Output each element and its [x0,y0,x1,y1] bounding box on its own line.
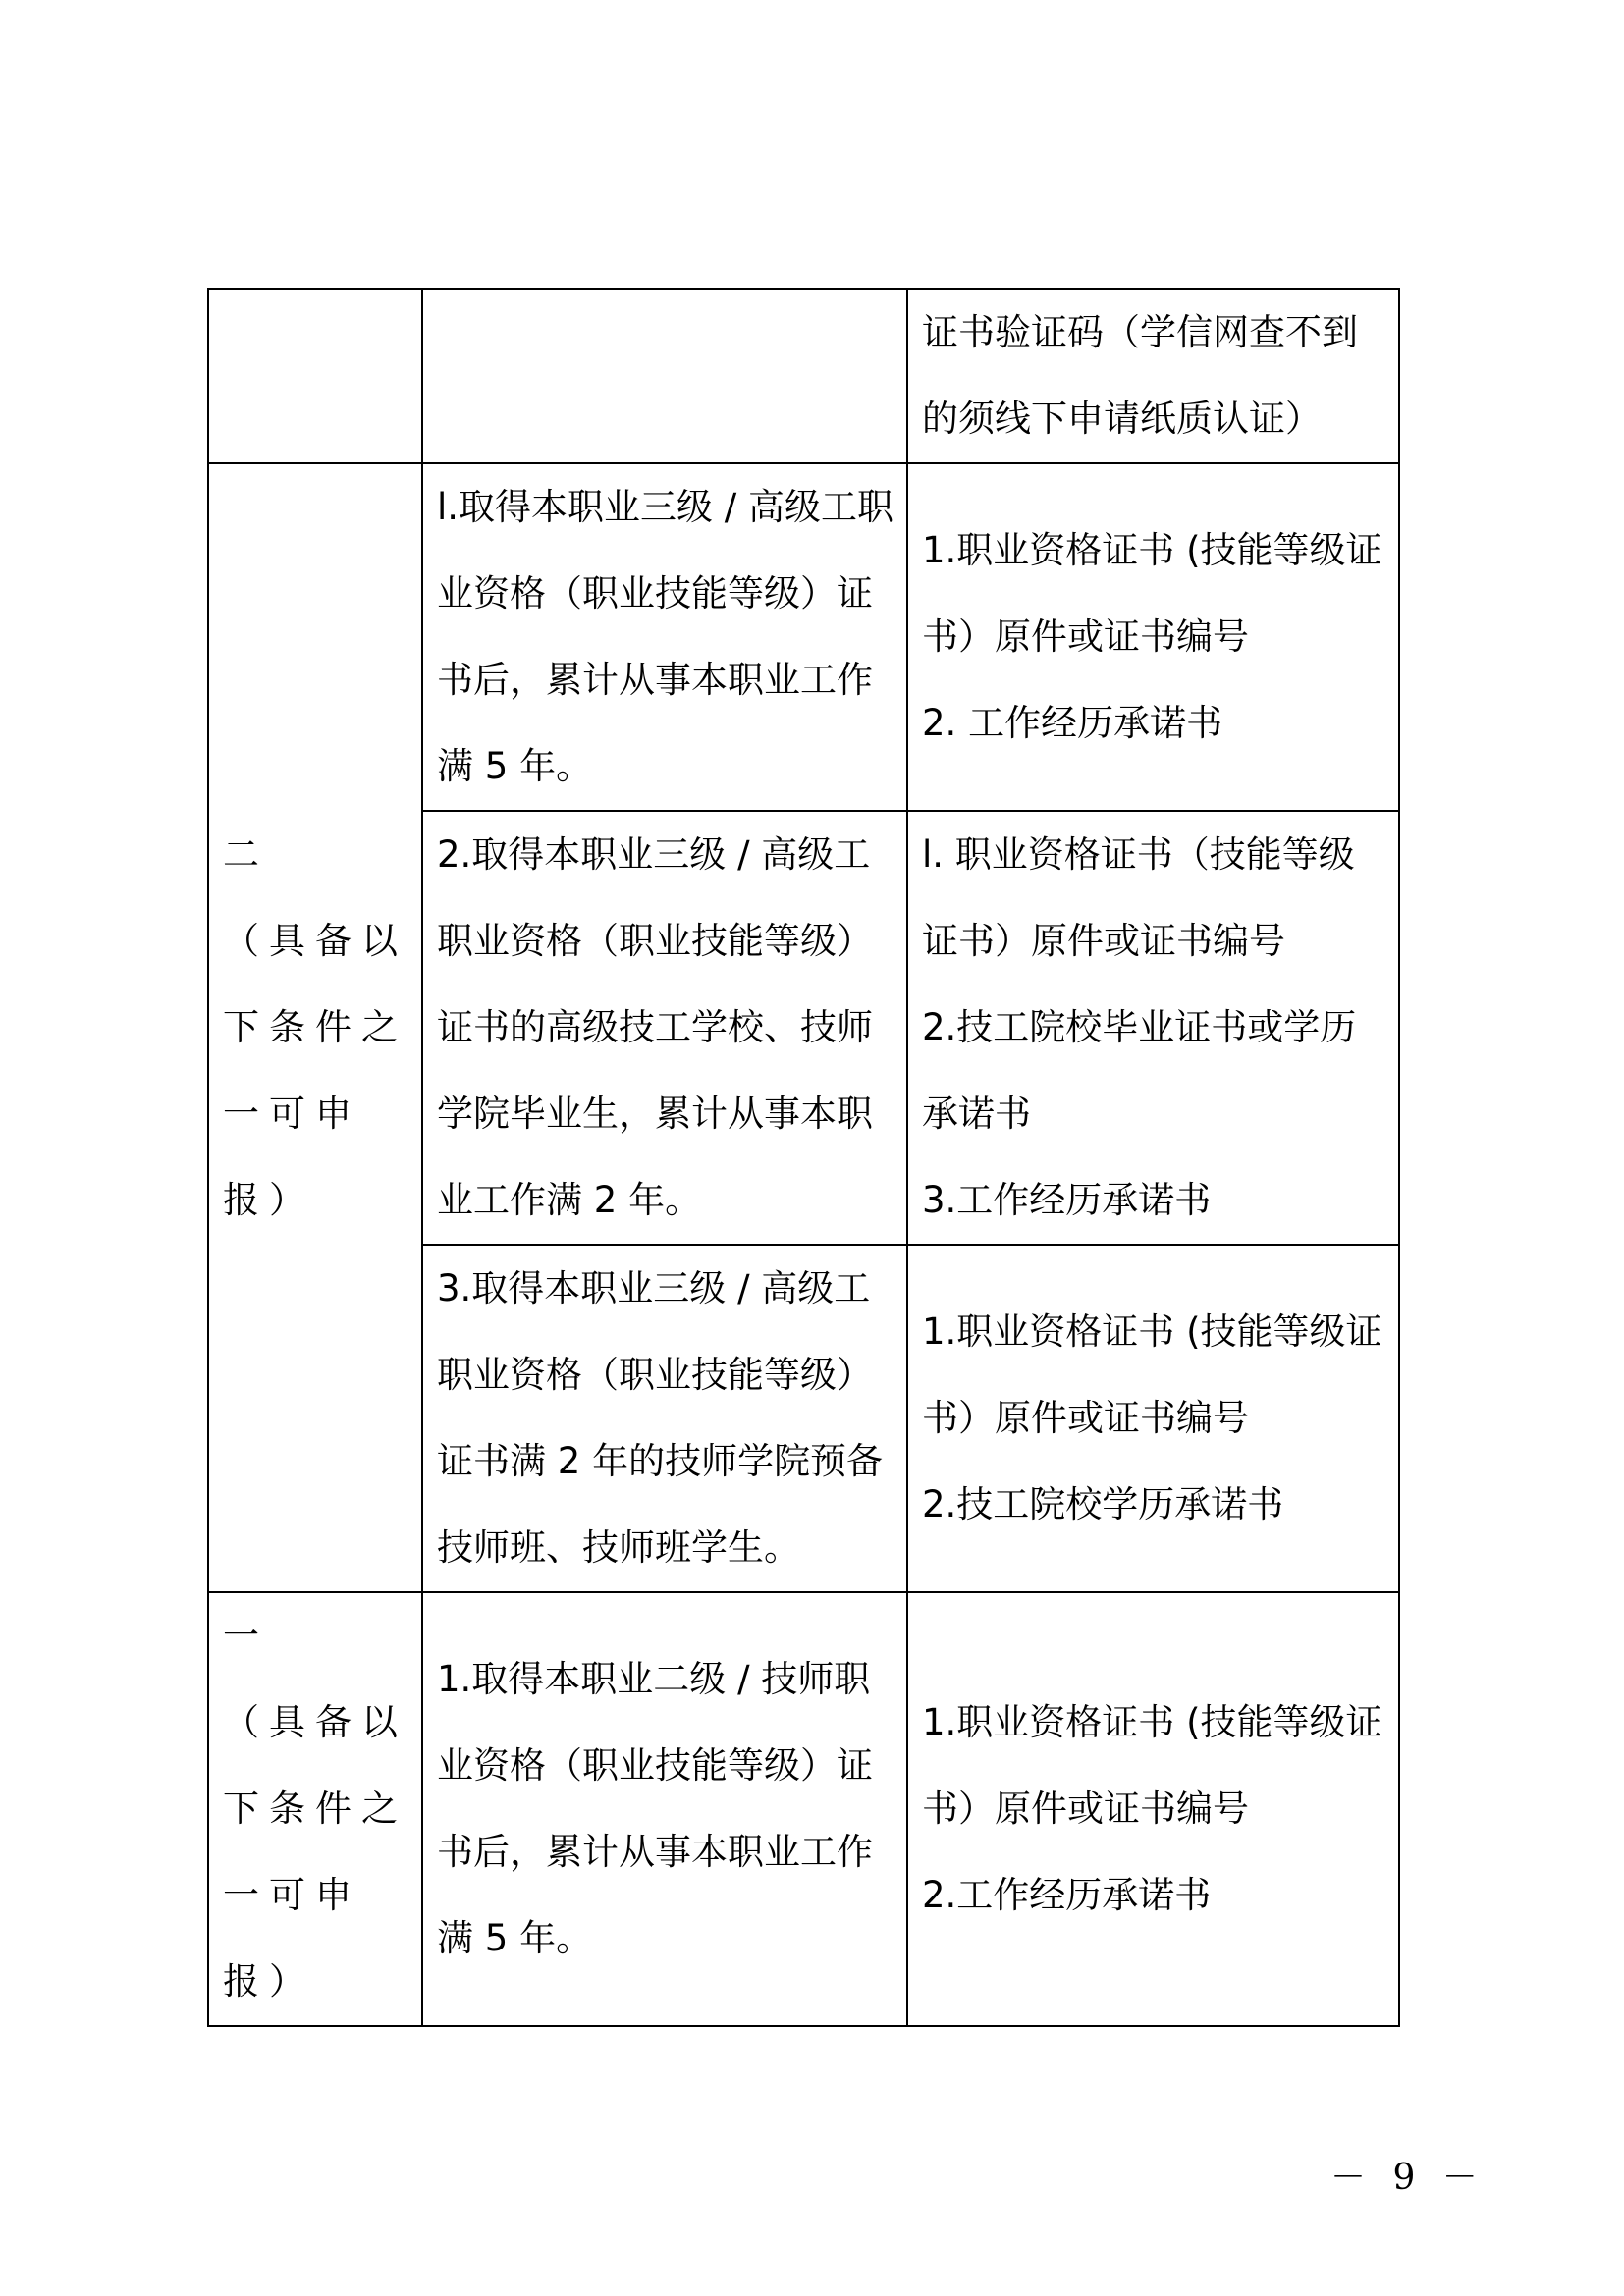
level-number: 一 [223,1615,259,1657]
requirements-table [207,288,1400,2027]
level-cell [208,463,422,1592]
materials-line: 2. 工作经历承诺书 [922,702,1223,744]
materials-cell [907,463,1399,811]
level-cell [208,289,422,463]
condition-cell: l.取得本职业三级 / 高级工职业资格（职业技能等级）证书后，累计从事本职业工作满 5 年。 [422,463,907,811]
materials-cell [907,811,1399,1245]
level-number: 二 [223,833,259,876]
page-number: － 9 － [1330,2158,1486,2198]
materials-line: 证书验证码（学信网查不到 [922,311,1358,353]
materials-line: 3.工作经历承诺书 [922,1179,1212,1221]
materials-line: 的须线下申请纸质认证） [922,398,1322,440]
materials-line: 1.职业资格证书 (技能等级证书）原件或证书编号 [922,1701,1382,1830]
condition-cell [422,289,907,463]
materials-line: 2.技工院校学历承诺书 [922,1483,1284,1525]
materials-line: 1.职业资格证书 (技能等级证书）原件或证书编号 [922,529,1382,658]
materials-cell [907,289,1399,463]
level-cell [208,1592,422,2026]
table-row [208,289,1399,463]
materials-cell [907,1592,1399,2026]
condition-cell: 2.取得本职业三级 / 高级工职业资格（职业技能等级）证书的高级技工学校、技师学院毕业生，累计从事本职业工作满 2 年。 [422,811,907,1245]
materials-line: 1.职业资格证书 (技能等级证书）原件或证书编号 [922,1310,1382,1439]
condition-cell: 1.取得本职业二级 / 技师职业资格（职业技能等级）证书后，累计从事本职业工作满 5 年。 [422,1592,907,2026]
level-note: （具备以下条件之一可申报） [223,1701,407,2002]
level-note: （具备以下条件之一可申报） [223,920,407,1221]
table-row [208,1592,1399,2026]
materials-line: l. 职业资格证书（技能等级证书）原件或证书编号 [922,833,1355,962]
materials-line: 2.工作经历承诺书 [922,1874,1212,1916]
table-row [208,463,1399,811]
materials-cell [907,1245,1399,1592]
materials-line: 2.技工院校毕业证书或学历承诺书 [922,1006,1357,1135]
condition-cell: 3.取得本职业三级 / 高级工职业资格（职业技能等级）证书满 2 年的技师学院预备技师班、技师班学生。 [422,1245,907,1592]
